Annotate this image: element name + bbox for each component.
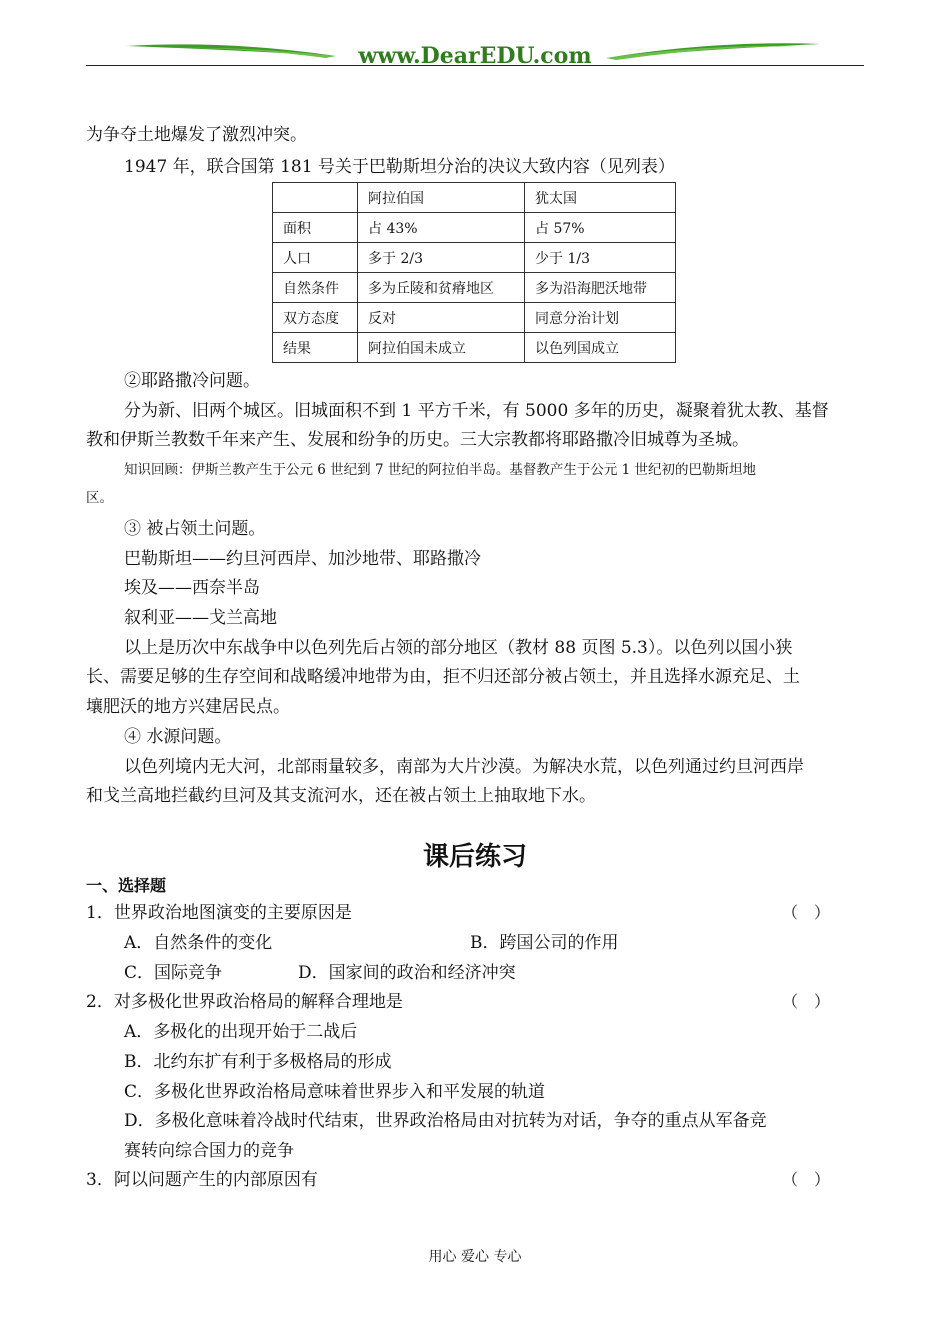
- table-cell: 自然条件: [273, 273, 358, 303]
- subheading: ④ 水源问题。: [124, 727, 232, 747]
- paragraph: 壤肥沃的地方兴建居民点。: [86, 697, 290, 717]
- note: 知识回顾：伊斯兰教产生于公元 6 世纪到 7 世纪的阿拉伯半岛。基督教产生于公元 1 世纪初的巴勒斯坦地: [124, 462, 757, 478]
- table-cell: 少于 1/3: [525, 243, 676, 273]
- list-item: 埃及——西奈半岛: [124, 578, 260, 598]
- question: 2．对多极化世界政治格局的解释合理地是: [86, 992, 403, 1012]
- question: 3．阿以问题产生的内部原因有: [86, 1170, 318, 1190]
- table-row: [273, 303, 676, 333]
- table-row: [273, 243, 676, 273]
- list-item: 叙利亚——戈兰高地: [124, 608, 277, 628]
- paragraph: 分为新、旧两个城区。旧城面积不到 1 平方千米，有 5000 多年的历史，凝聚着犹太教、基督: [124, 401, 829, 421]
- answer-bracket: （ ）: [782, 1170, 831, 1189]
- table-cell: 同意分治计划: [525, 303, 676, 333]
- option: 赛转向综合国力的竞争: [124, 1141, 294, 1161]
- option: A．多极化的出现开始于二战后: [124, 1022, 358, 1042]
- paragraph: 为争夺土地爆发了激烈冲突。: [86, 125, 307, 145]
- exercise-title: 课后练习: [422, 842, 527, 872]
- subheading: ③ 被占领土问题。: [124, 519, 266, 539]
- table-row: [273, 213, 676, 243]
- section-heading: 一、选择题: [86, 876, 167, 895]
- option: B．北约东扩有利于多极格局的形成: [124, 1052, 392, 1072]
- paragraph: 以色列境内无大河，北部雨量较多，南部为大片沙漠。为解决水荒，以色列通过约旦河西岸: [124, 757, 804, 777]
- table-cell: 占 43%: [358, 213, 525, 243]
- table-cell: 阿拉伯国未成立: [358, 333, 525, 363]
- table-row: [273, 333, 676, 363]
- table-cell: 犹太国: [525, 183, 676, 213]
- table-cell: 反对: [358, 303, 525, 333]
- page-footer: 用心 爱心 专心: [428, 1249, 522, 1265]
- table-cell: 人口: [273, 243, 358, 273]
- table-row: [273, 273, 676, 303]
- answer-bracket: （ ）: [782, 903, 831, 922]
- option: D．多极化意味着冷战时代结束，世界政治格局由对抗转为对话，争夺的重点从军备竞: [124, 1111, 767, 1131]
- option: C．多极化世界政治格局意味着世界步入和平发展的轨道: [124, 1082, 546, 1102]
- table-header-row: [273, 183, 676, 213]
- option: B．跨国公司的作用: [470, 933, 619, 953]
- site-name: www.DearEDU.com: [358, 43, 592, 69]
- table-cell: 多为丘陵和贫瘠地区: [358, 273, 525, 303]
- table-cell: [273, 183, 358, 213]
- table-cell: 面积: [273, 213, 358, 243]
- paragraph: 和戈兰高地拦截约旦河及其支流河水，还在被占领土上抽取地下水。: [86, 786, 596, 806]
- paragraph: 以上是历次中东战争中以色列先后占领的部分地区（教材 88 页图 5.3）。以色列以国小狭: [124, 638, 793, 658]
- header-rule: [86, 65, 864, 66]
- subheading: ②耶路撒冷问题。: [124, 371, 260, 391]
- option: A．自然条件的变化: [124, 933, 273, 953]
- table-cell: 多为沿海肥沃地带: [525, 273, 676, 303]
- note: 区。: [86, 490, 113, 506]
- paragraph: 教和伊斯兰教数千年来产生、发展和纷争的历史。三大宗教都将耶路撒冷旧城尊为圣城。: [86, 430, 749, 450]
- table-cell: 多于 2/3: [358, 243, 525, 273]
- partition-table: [272, 182, 676, 363]
- question: 1．世界政治地图演变的主要原因是: [86, 903, 352, 923]
- table-cell: 以色列国成立: [525, 333, 676, 363]
- option: D．国家间的政治和经济冲突: [298, 963, 516, 983]
- paragraph: 1947 年，联合国第 181 号关于巴勒斯坦分治的决议大致内容（见列表）: [124, 157, 675, 177]
- paragraph: 长、需要足够的生存空间和战略缓冲地带为由，拒不归还部分被占领土，并且选择水源充足、土: [86, 667, 800, 687]
- answer-bracket: （ ）: [782, 992, 831, 1011]
- table-cell: 结果: [273, 333, 358, 363]
- option: C．国际竞争: [124, 963, 223, 983]
- table-cell: 双方态度: [273, 303, 358, 333]
- table-cell: 占 57%: [525, 213, 676, 243]
- list-item: 巴勒斯坦——约旦河西岸、加沙地带、耶路撒冷: [124, 549, 481, 569]
- table-cell: 阿拉伯国: [358, 183, 525, 213]
